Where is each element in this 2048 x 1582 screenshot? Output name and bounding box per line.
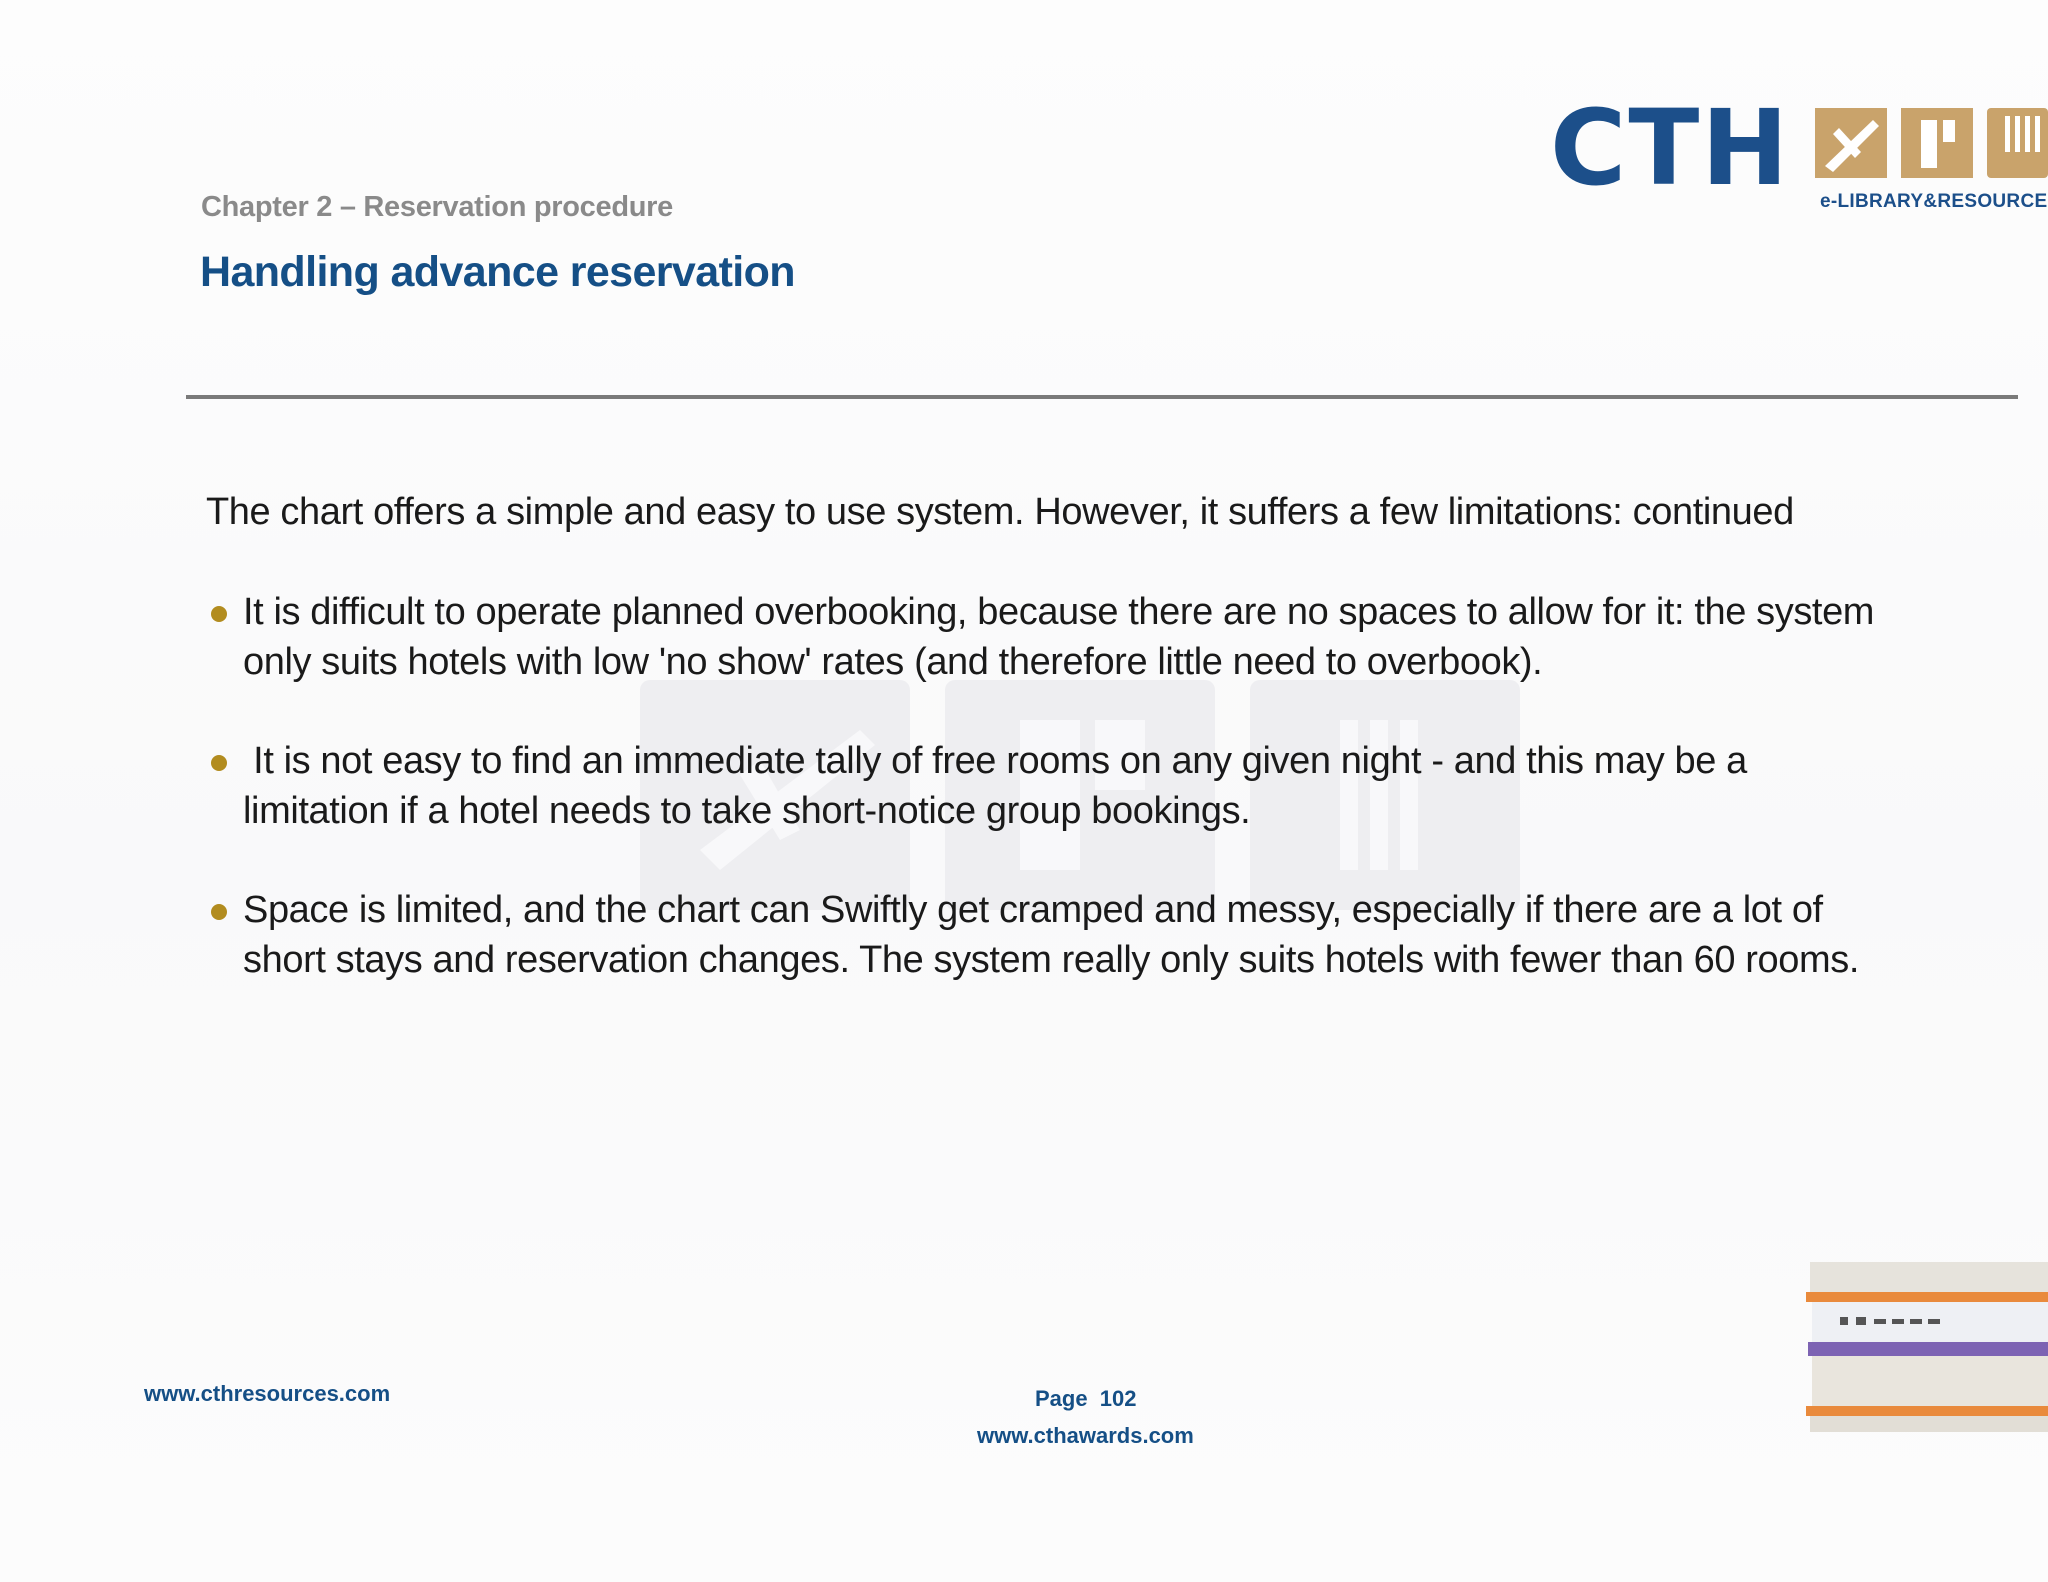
page-number: Page 102 bbox=[1035, 1386, 1137, 1411]
footer-resources-link[interactable]: www.cthresources.com bbox=[144, 1381, 391, 1406]
list-item bbox=[206, 736, 2006, 836]
header-divider bbox=[186, 395, 2018, 399]
cutlery-icon bbox=[1901, 108, 1973, 178]
chapter-label: Chapter 2 – Reservation procedure bbox=[201, 191, 673, 223]
logo-subtitle: e-LIBRARY&RESOURCE bbox=[1820, 191, 2048, 212]
bullet-dot-icon bbox=[211, 755, 227, 771]
airplane-icon bbox=[1815, 108, 1887, 178]
footer-awards-link[interactable]: www.cthawards.com bbox=[977, 1423, 1194, 1448]
limitations-list bbox=[206, 587, 2006, 1034]
books-stack-icon bbox=[1800, 1262, 2048, 1432]
list-item-line: only suits hotels with low 'no show' rates (and therefore little need to overbook). bbox=[243, 641, 1543, 683]
list-item-line: limitation if a hotel needs to take short-notice group bookings. bbox=[243, 790, 1251, 832]
list-item-line: It is difficult to operate planned overbooking, because there are no spaces to allow for it: the system bbox=[243, 591, 1875, 633]
fork-icon bbox=[1987, 108, 2048, 178]
list-item-line: short stays and reservation changes. The system really only suits hotels with fewer than 60 rooms. bbox=[243, 939, 1859, 981]
list-item bbox=[206, 587, 2006, 687]
page-title: Handling advance reservation bbox=[200, 248, 795, 296]
bullet-dot-icon bbox=[211, 904, 227, 920]
logo-icons bbox=[1815, 108, 2048, 178]
list-item-line: It is not easy to find an immediate tally of free rooms on any given night - and this may be a bbox=[243, 740, 1747, 782]
logo-wordmark: CTH bbox=[1550, 87, 1791, 209]
bullet-dot-icon bbox=[211, 606, 227, 622]
list-item bbox=[206, 885, 2006, 985]
intro-paragraph: The chart offers a simple and easy to use system. However, it suffers a few limitations: continued bbox=[206, 491, 1794, 533]
list-item-line: Space is limited, and the chart can Swiftly get cramped and messy, especially if there are a lot of bbox=[243, 889, 1823, 931]
